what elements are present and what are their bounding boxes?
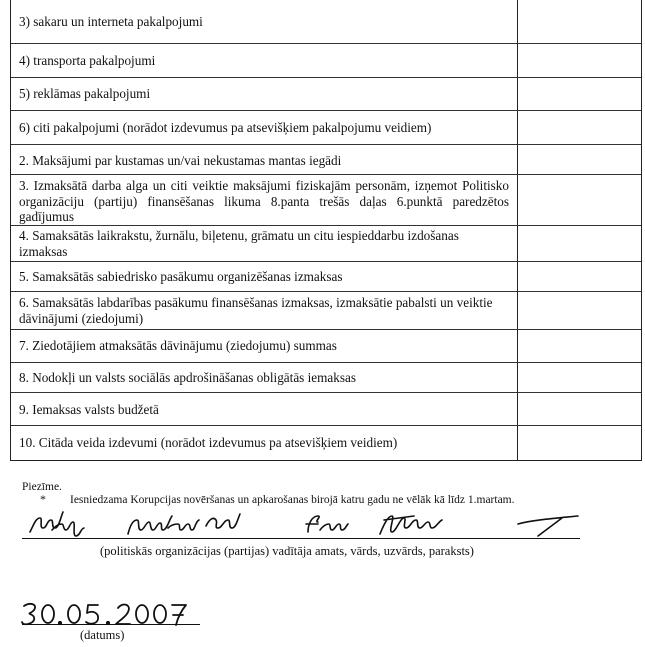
date-caption: (datums) <box>80 628 125 642</box>
table-row <box>11 363 641 393</box>
amount-cell <box>521 393 639 425</box>
signature-line <box>22 538 580 539</box>
table-row <box>11 44 641 78</box>
amount-cell <box>521 175 639 225</box>
row-label: 4) transporta pakalpojumi <box>19 53 156 68</box>
amount-cell <box>521 363 639 392</box>
amount-cell <box>521 226 639 261</box>
row-label: 5. Samaksātās sabiedrisko pasākumu organizēšanas izmaksas <box>19 269 343 284</box>
row-label: 4. Samaksātās laikrakstu, žurnālu, biļetenu, grāmatu un citu iespieddarbu izdošanas izmaksas <box>19 228 459 259</box>
row-label: 8. Nodokļi un valsts sociālās apdrošināšanas obligātās iemaksas <box>19 370 356 385</box>
table-row <box>11 426 641 460</box>
table-row <box>11 226 641 262</box>
table-row <box>11 262 641 292</box>
amount-cell <box>521 292 639 329</box>
note-text: Iesniedzama Korupcijas novēršanas un apkarošanas birojā katru gadu ne vēlāk kā līdz 1.martam. <box>70 494 515 506</box>
row-label: 3. Izmaksātā darba alga un citi veiktie maksājumi fiziskajām personām, izņemot Politisko organizāciju (partiju) finansēšanas likuma 8.panta trešās daļas 6.punktā paredzētos gadījumus <box>19 178 509 224</box>
handwritten-signature <box>18 506 598 542</box>
amount-cell <box>521 111 639 144</box>
table-row <box>11 292 641 330</box>
amount-cell <box>521 44 639 77</box>
row-label: 6. Samaksātās labdarības pasākumu finansēšanas izmaksas, izmaksātie pabalsti un veiktie dāvinājumi (ziedojumi) <box>19 295 493 326</box>
amount-cell <box>521 262 639 291</box>
row-label: 3) sakaru un interneta pakalpojumi <box>19 14 203 29</box>
table-row <box>11 330 641 363</box>
row-label: 2. Maksājumi par kustamas un/vai nekustamas mantas iegādi <box>19 153 342 168</box>
amount-cell <box>521 0 639 43</box>
table-row <box>11 145 641 175</box>
table-row <box>11 111 641 145</box>
row-label: 7. Ziedotājiem atmaksātās dāvinājumu (ziedojumu) summas <box>19 338 337 353</box>
table-row <box>11 78 641 111</box>
row-label: 10. Citāda veida izdevumi (norādot izdevumus pa atsevišķiem veidiem) <box>19 435 398 450</box>
table-row <box>11 175 641 226</box>
note-title: Piezīme. <box>22 481 62 493</box>
table-row <box>11 0 641 44</box>
date-line <box>22 624 200 625</box>
signature-caption: (politiskās organizācijas (partijas) vadītāja amats, vārds, uzvārds, paraksts) <box>100 544 474 558</box>
amount-cell <box>521 426 639 460</box>
amount-cell <box>521 145 639 174</box>
note-bullet: * <box>40 492 46 506</box>
amount-cell <box>521 78 639 110</box>
row-label: 9. Iemaksas valsts budžetā <box>19 402 159 417</box>
row-label: 6) citi pakalpojumi (norādot izdevumus pa atsevišķiem pakalpojumu veidiem) <box>19 120 432 135</box>
expenses-table <box>10 0 642 461</box>
row-label: 5) reklāmas pakalpojumi <box>19 86 151 101</box>
amount-cell <box>521 330 639 362</box>
table-row <box>11 393 641 426</box>
